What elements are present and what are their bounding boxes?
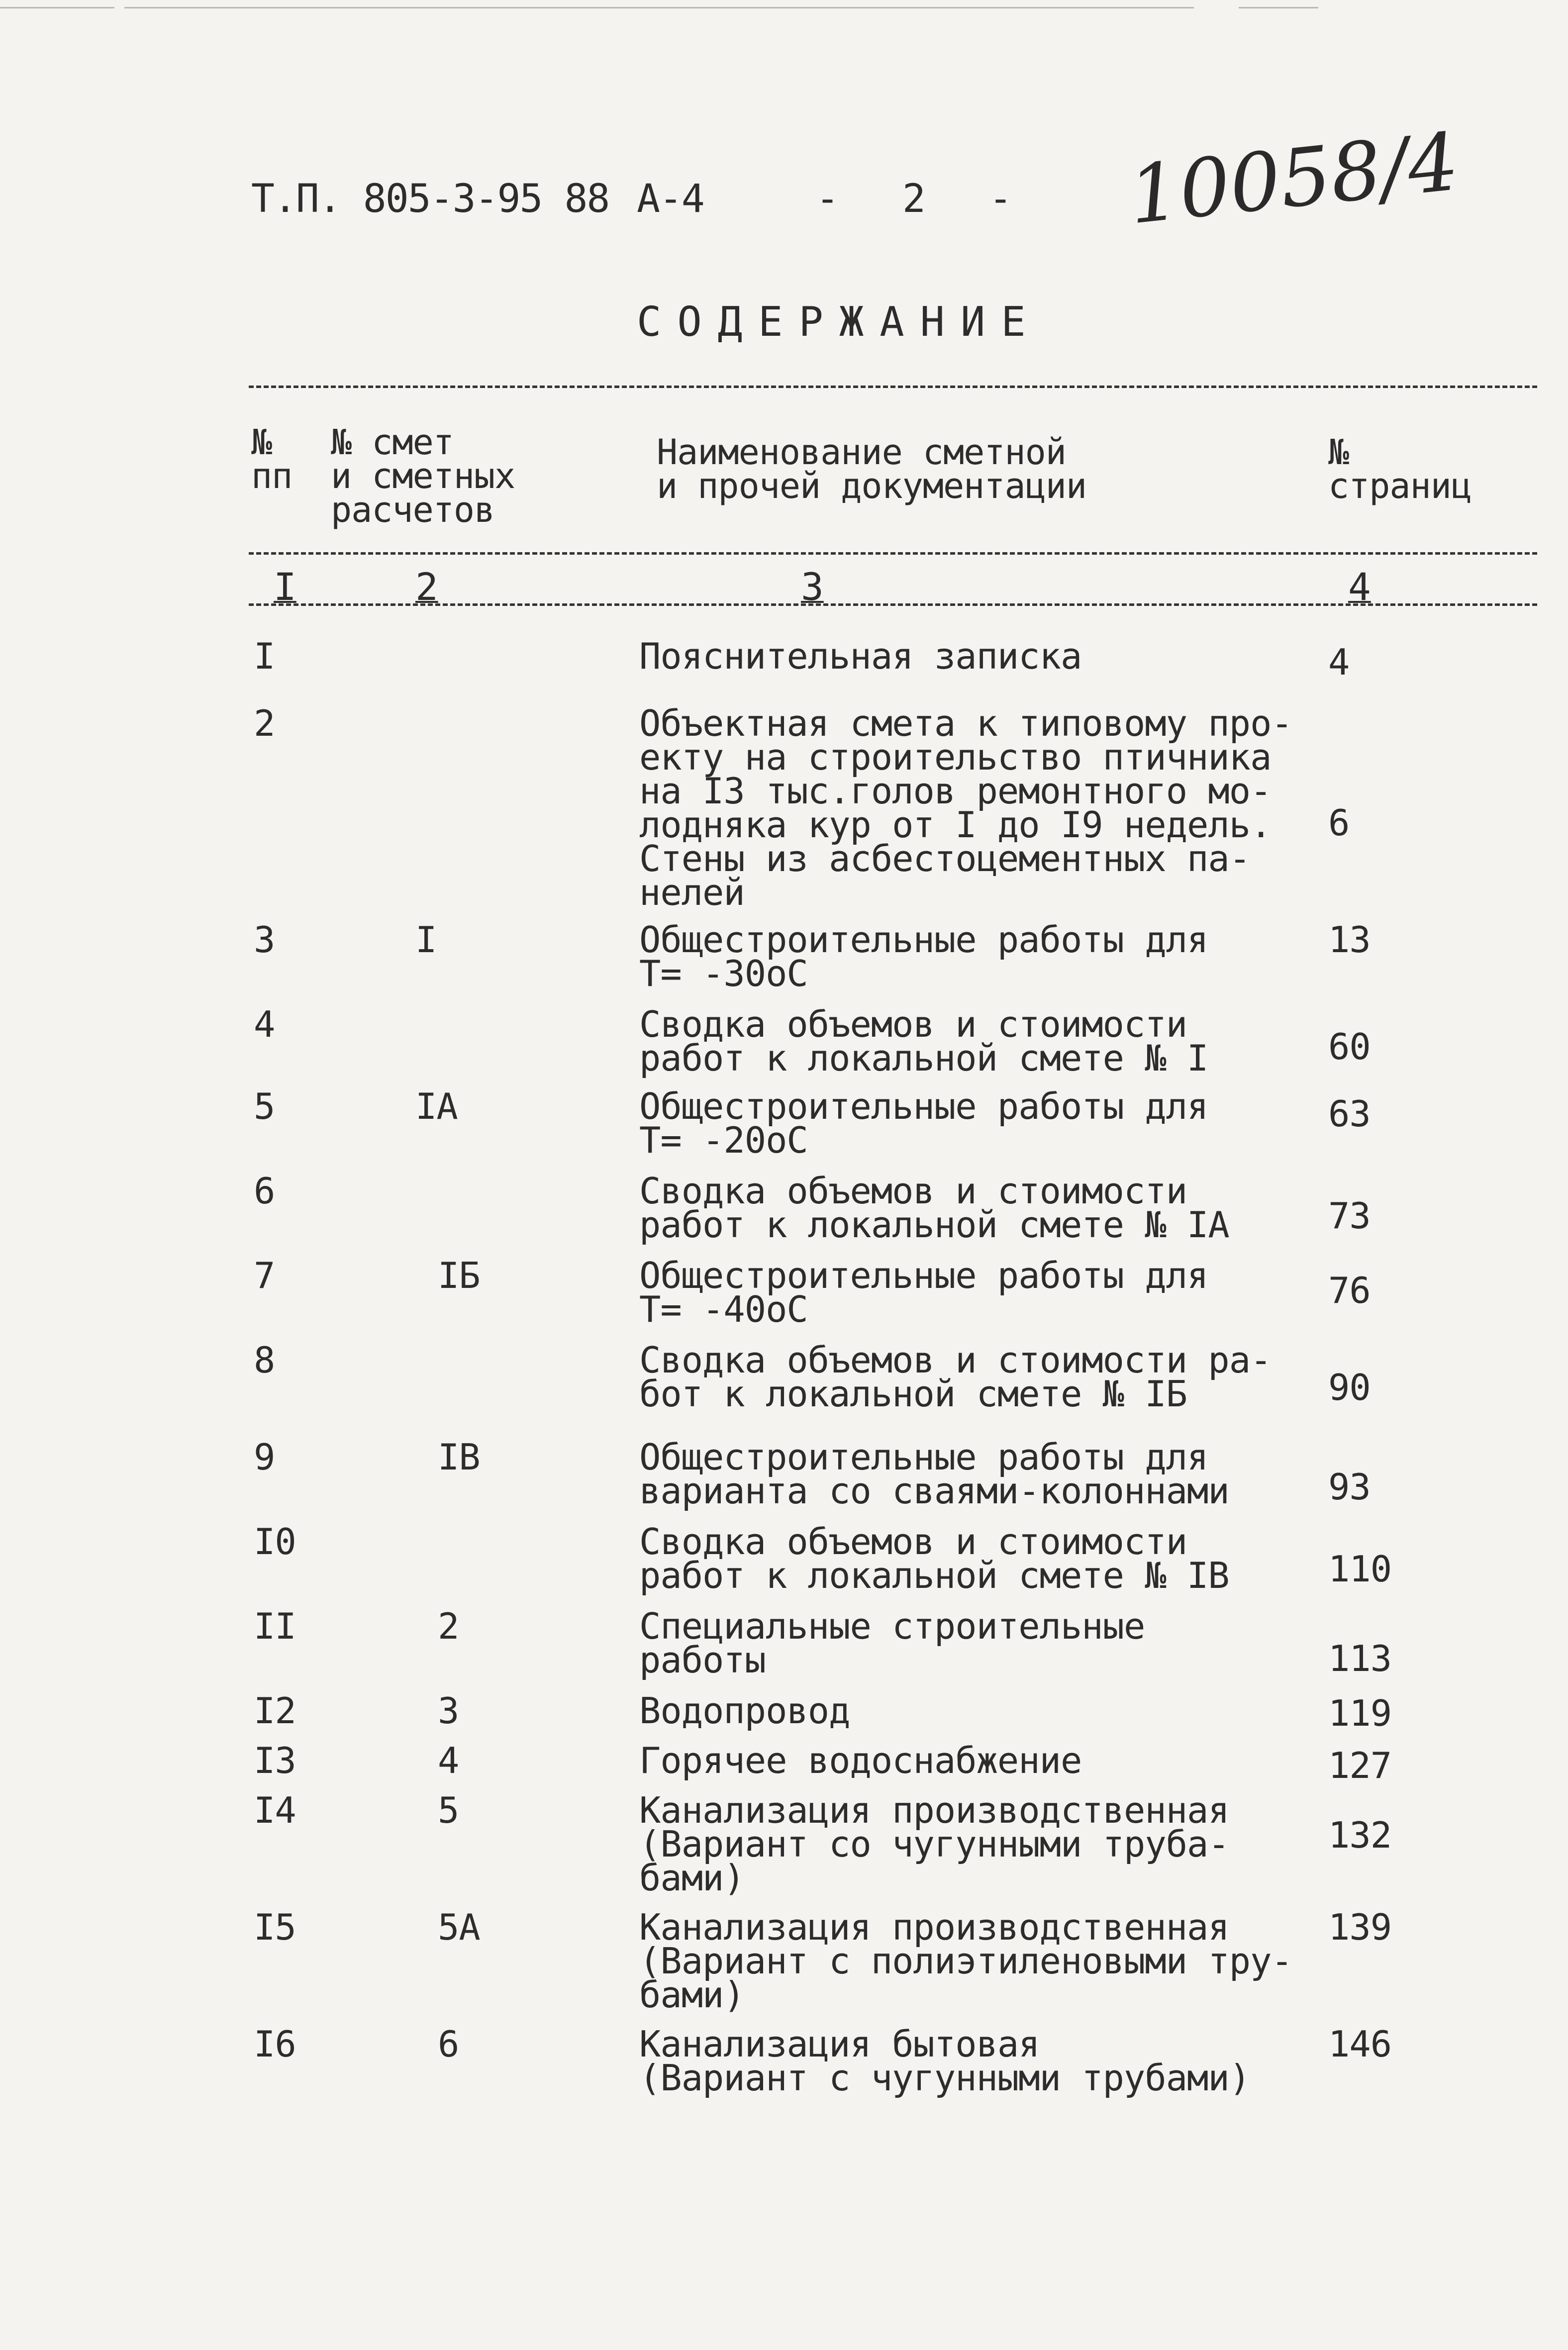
document-name: Сводка объемов и стоимости ра- бот к локальной смете № IБ bbox=[639, 1339, 1272, 1415]
row-number: I4 bbox=[254, 1789, 296, 1831]
document-name: Сводка объемов и стоимости работ к локальной смете № IВ bbox=[639, 1521, 1229, 1596]
row-number: I2 bbox=[254, 1690, 296, 1732]
page-reference: 63 bbox=[1328, 1093, 1371, 1135]
document-name: Специальные строительные работы bbox=[639, 1605, 1145, 1681]
header-col-estimate-number: № смет и сметных расчетов bbox=[331, 422, 515, 530]
page-reference: 110 bbox=[1328, 1548, 1392, 1590]
row-number: 7 bbox=[254, 1255, 275, 1296]
document-name: Канализация производственная (Вариант со чугунными труба- бами) bbox=[639, 1789, 1229, 1899]
row-number: 8 bbox=[254, 1339, 275, 1381]
page-reference: 146 bbox=[1328, 2023, 1392, 2065]
handwritten-inventory-number: 10058/4 bbox=[1124, 115, 1463, 242]
document-name: Общестроительные работы для Т= -20оС bbox=[639, 1085, 1208, 1161]
row-number: I bbox=[254, 635, 275, 677]
document-name: Сводка объемов и стоимости работ к локальной смете № I bbox=[639, 1003, 1208, 1079]
row-number: I6 bbox=[254, 2023, 296, 2065]
column-number-4: 4 bbox=[1348, 565, 1371, 609]
row-number: 4 bbox=[254, 1003, 275, 1045]
estimate-number: 5А bbox=[438, 1906, 480, 1948]
estimate-number: IВ bbox=[438, 1436, 480, 1478]
column-number-1: I bbox=[274, 565, 296, 609]
document-name: Общестроительные работы для варианта со сваями-колоннами bbox=[639, 1436, 1229, 1512]
document-name: Горячее водоснабжение bbox=[639, 1740, 1082, 1781]
page-reference: 90 bbox=[1328, 1367, 1371, 1408]
row-number: 9 bbox=[254, 1436, 275, 1478]
header-col-page-number: № страниц bbox=[1328, 432, 1472, 506]
row-number: 6 bbox=[254, 1170, 275, 1212]
estimate-number: IА bbox=[415, 1085, 458, 1127]
row-number: I0 bbox=[254, 1521, 296, 1563]
page-reference: 6 bbox=[1328, 802, 1350, 844]
page-reference: 73 bbox=[1328, 1195, 1371, 1237]
row-number: 2 bbox=[254, 702, 275, 744]
album-number: А-4 bbox=[637, 177, 704, 221]
page-reference: 93 bbox=[1328, 1466, 1371, 1508]
page-reference: 119 bbox=[1328, 1692, 1392, 1734]
estimate-number: 6 bbox=[438, 2023, 459, 2065]
page-reference: 132 bbox=[1328, 1814, 1392, 1856]
page-reference: 127 bbox=[1328, 1745, 1392, 1786]
row-number: I3 bbox=[254, 1740, 296, 1781]
page-reference: 76 bbox=[1328, 1270, 1371, 1311]
document-name: Пояснительная записка bbox=[639, 635, 1082, 677]
scan-edge-line bbox=[124, 7, 1194, 8]
header-bottom-rule bbox=[249, 552, 1537, 555]
estimate-number: 2 bbox=[438, 1605, 459, 1647]
document-name: Канализация бытовая (Вариант с чугунными трубами) bbox=[639, 2023, 1251, 2099]
estimate-number: I bbox=[415, 919, 437, 961]
page-reference: 13 bbox=[1328, 919, 1371, 961]
estimate-number: IБ bbox=[438, 1255, 480, 1296]
page-reference: 113 bbox=[1328, 1638, 1392, 1679]
header-col-document-name: Наименование сметной и прочей документации bbox=[657, 432, 1087, 506]
scan-edge-line bbox=[1239, 7, 1318, 8]
row-number: I5 bbox=[254, 1906, 296, 1948]
header-col-row-number: № пп bbox=[251, 422, 293, 496]
document-name: Водопровод bbox=[639, 1690, 850, 1732]
page-reference: 60 bbox=[1328, 1026, 1371, 1068]
page-reference: 139 bbox=[1328, 1906, 1392, 1948]
document-name: Сводка объемов и стоимости работ к локальной смете № IА bbox=[639, 1170, 1229, 1246]
estimate-number: 5 bbox=[438, 1789, 459, 1831]
document-code: Т.П. 805-3-95 88 bbox=[251, 177, 609, 221]
estimate-number: 4 bbox=[438, 1740, 459, 1781]
document-name: Канализация производственная (Вариант с полиэтиленовыми тру- бами) bbox=[639, 1906, 1292, 2016]
page-number: - 2 - bbox=[816, 177, 1032, 221]
table-top-rule bbox=[249, 386, 1537, 388]
document-name: Общестроительные работы для Т= -30оС bbox=[639, 919, 1208, 994]
document-name: Объектная смета к типовому про- екту на строительство птичника на I3 тыс.голов ремонтного мо- лодняка кур от I до I9 недель. Стены из асбестоцементных па- нелей bbox=[639, 702, 1292, 913]
row-number: 3 bbox=[254, 919, 275, 961]
column-number-3: 3 bbox=[801, 565, 824, 609]
document-name: Общестроительные работы для Т= -40оС bbox=[639, 1255, 1208, 1330]
scan-edge-line bbox=[0, 7, 114, 8]
column-numbers-rule bbox=[249, 603, 1537, 606]
estimate-number: 3 bbox=[438, 1690, 459, 1732]
page-reference: 4 bbox=[1328, 641, 1350, 683]
column-number-2: 2 bbox=[415, 565, 438, 609]
row-number: II bbox=[254, 1605, 296, 1647]
page-title: СОДЕРЖАНИЕ bbox=[637, 298, 1042, 346]
row-number: 5 bbox=[254, 1085, 275, 1127]
